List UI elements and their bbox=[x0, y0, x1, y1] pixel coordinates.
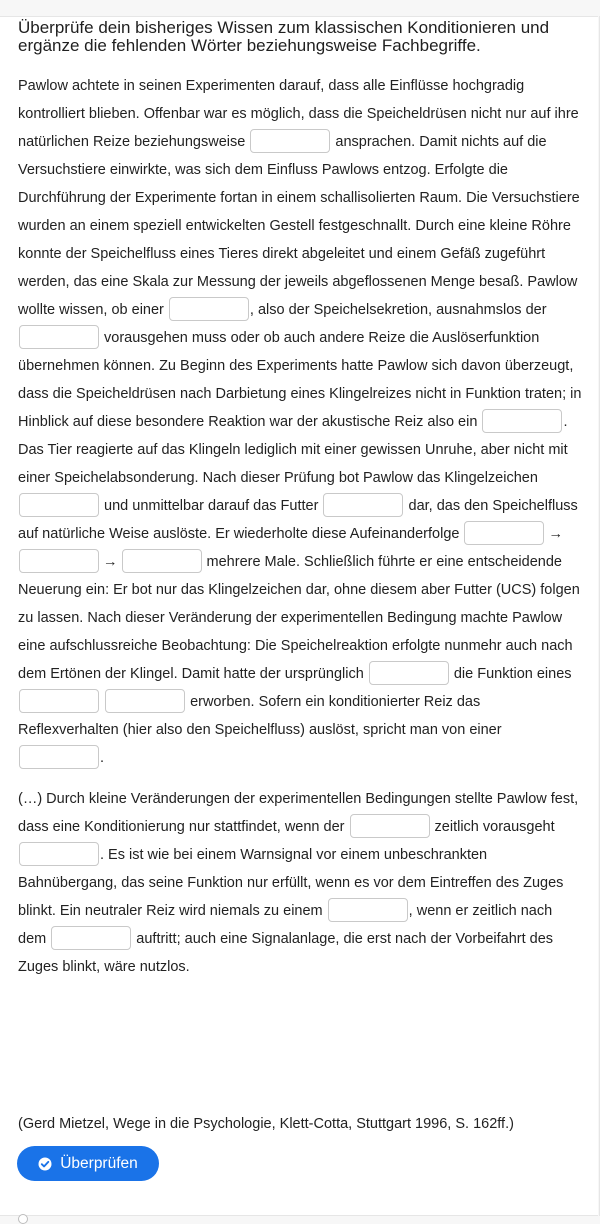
gap-input-15[interactable] bbox=[19, 842, 99, 866]
check-button-label: Überprüfen bbox=[60, 1154, 138, 1172]
gap-input-11[interactable] bbox=[19, 689, 99, 713]
text-segment: erworben. Sofern ein konditionierter Reiz das Reflexverhalten (hier also den Speichelfluss) auslöst, spricht man von einer bbox=[18, 694, 502, 738]
text-segment: zeitlich vorausgeht bbox=[434, 819, 555, 835]
gap-input-7[interactable] bbox=[464, 521, 544, 545]
arrow-symbol: → bbox=[548, 526, 563, 542]
gap-input-16[interactable] bbox=[328, 898, 408, 922]
gap-input-5[interactable] bbox=[19, 493, 99, 517]
gap-input-17[interactable] bbox=[51, 926, 131, 950]
text-segment: mehrere Male. Schließlich führte er eine entscheidende Neuerung ein: Er bot nur das Klingelzeichen dar, ohne diesem aber Futter (UCS) folgen zu lassen. Nach dieser Veränderung der experimentellen Bedingung machte Pawlow eine aufschlussreiche Beobachtung: Die Speichelreaktion erfolgte nunmehr auch nach dem Ertönen der Klingel. Damit hatte der ursprünglich bbox=[18, 554, 580, 682]
text-segment: . Das Tier reagierte auf das Klingeln lediglich mit einer gewissen Unruhe, aber nicht mit einer Speichelabsonderung. Nach dieser Prüfung bot Pawlow das Klingelzeichen bbox=[18, 414, 568, 486]
text-segment: . Es ist wie bei einem Warnsignal vor einem unbeschrankten Bahnübergang, das seine Funktion nur erfüllt, wenn es vor dem Eintreffen des Zuges blinkt. Ein neutraler Reiz wird niemals zu einem bbox=[18, 847, 564, 919]
text-segment: die Funktion eines bbox=[453, 666, 572, 682]
gap-input-1[interactable] bbox=[250, 129, 330, 153]
text-segment: dar, das den Speichelfluss auf natürliche Weise auslöste. Er wiederholte diese Aufeinanderfolge bbox=[18, 498, 578, 542]
text-segment: und unmittelbar darauf das Futter bbox=[104, 498, 319, 514]
text-segment: auftritt; auch eine Signalanlage, die erst nach der Vorbeifahrt des Zuges blinkt, wäre nutzlos. bbox=[18, 931, 554, 975]
gap-input-13[interactable] bbox=[19, 745, 99, 769]
text-segment: (…) Durch kleine Veränderungen der experimentellen Bedingungen stellte Pawlow fest, dass eine Konditionierung nur stattfindet, wenn der bbox=[18, 791, 579, 835]
gap-input-9[interactable] bbox=[122, 549, 202, 573]
gap-input-10[interactable] bbox=[369, 661, 449, 685]
gap-input-14[interactable] bbox=[350, 814, 430, 838]
text-segment: vorausgehen muss oder ob auch andere Reize die Auslöserfunktion übernehmen können. Zu Beginn des Experiments hatte Pawlow sich davon überzeugt, dass die Speicheldrüsen nach Darbietung eines Klingelreizes nicht in Funktion traten; in Hinblick auf diese besondere Reaktion war der akustische Reiz also ein bbox=[18, 330, 582, 430]
check-button[interactable] bbox=[17, 1146, 159, 1181]
text-segment: , wenn er zeitlich nach dem bbox=[18, 903, 553, 947]
gap-input-12[interactable] bbox=[105, 689, 185, 713]
arrow-symbol: → bbox=[103, 554, 118, 570]
next-section-indicator bbox=[18, 1214, 28, 1224]
exercise-instructions: Überprüfe dein bisheriges Wissen zum klassischen Konditionieren und ergänze die fehlenden Wörter beziehungsweise Fachbegriffe. bbox=[18, 18, 550, 55]
gap-input-3[interactable] bbox=[19, 325, 99, 349]
text-segment: Pawlow achtete in seinen Experimenten darauf, dass alle Einflüsse hochgradig kontrolliert blieben. Offenbar war es möglich, dass die Speicheldrüsen nicht nur auf ihre natürlichen Reize beziehungsweise bbox=[18, 78, 579, 150]
text-segment: ansprachen. Damit nichts auf die Versuchstiere einwirkte, was sich dem Einfluss Pawlows entzog. Erfolgte die Durchführung der Experimente fortan in einem schallisolierten Raum. Die Versuchstiere wurden an einem speziell entwickelten Gestell festgeschnallt. Durch eine kleine Röhre konnte der Speichelfluss eines Tieres direkt abgeleitet und einem Gefäß zugeführt werden, das eine Skala zur Messung der jeweils abgeflossenen Menge besaß. Pawlow wollte wissen, ob einer bbox=[18, 134, 580, 318]
check-circle-icon bbox=[38, 1157, 52, 1171]
gap-input-8[interactable] bbox=[19, 549, 99, 573]
exercise-content bbox=[18, 19, 582, 981]
exercise-paragraph-1 bbox=[18, 72, 582, 772]
gap-input-2[interactable] bbox=[169, 297, 249, 321]
exercise-paragraph-2 bbox=[18, 785, 582, 981]
text-segment: . bbox=[100, 750, 105, 766]
source-citation: (Gerd Mietzel, Wege in die Psychologie, Klett-Cotta, Stuttgart 1996, S. 162ff.) bbox=[18, 1116, 514, 1132]
text-segment: , also der Speichelsekretion, ausnahmslos der bbox=[249, 302, 547, 318]
gap-input-4[interactable] bbox=[482, 409, 562, 433]
gap-input-6[interactable] bbox=[323, 493, 403, 517]
